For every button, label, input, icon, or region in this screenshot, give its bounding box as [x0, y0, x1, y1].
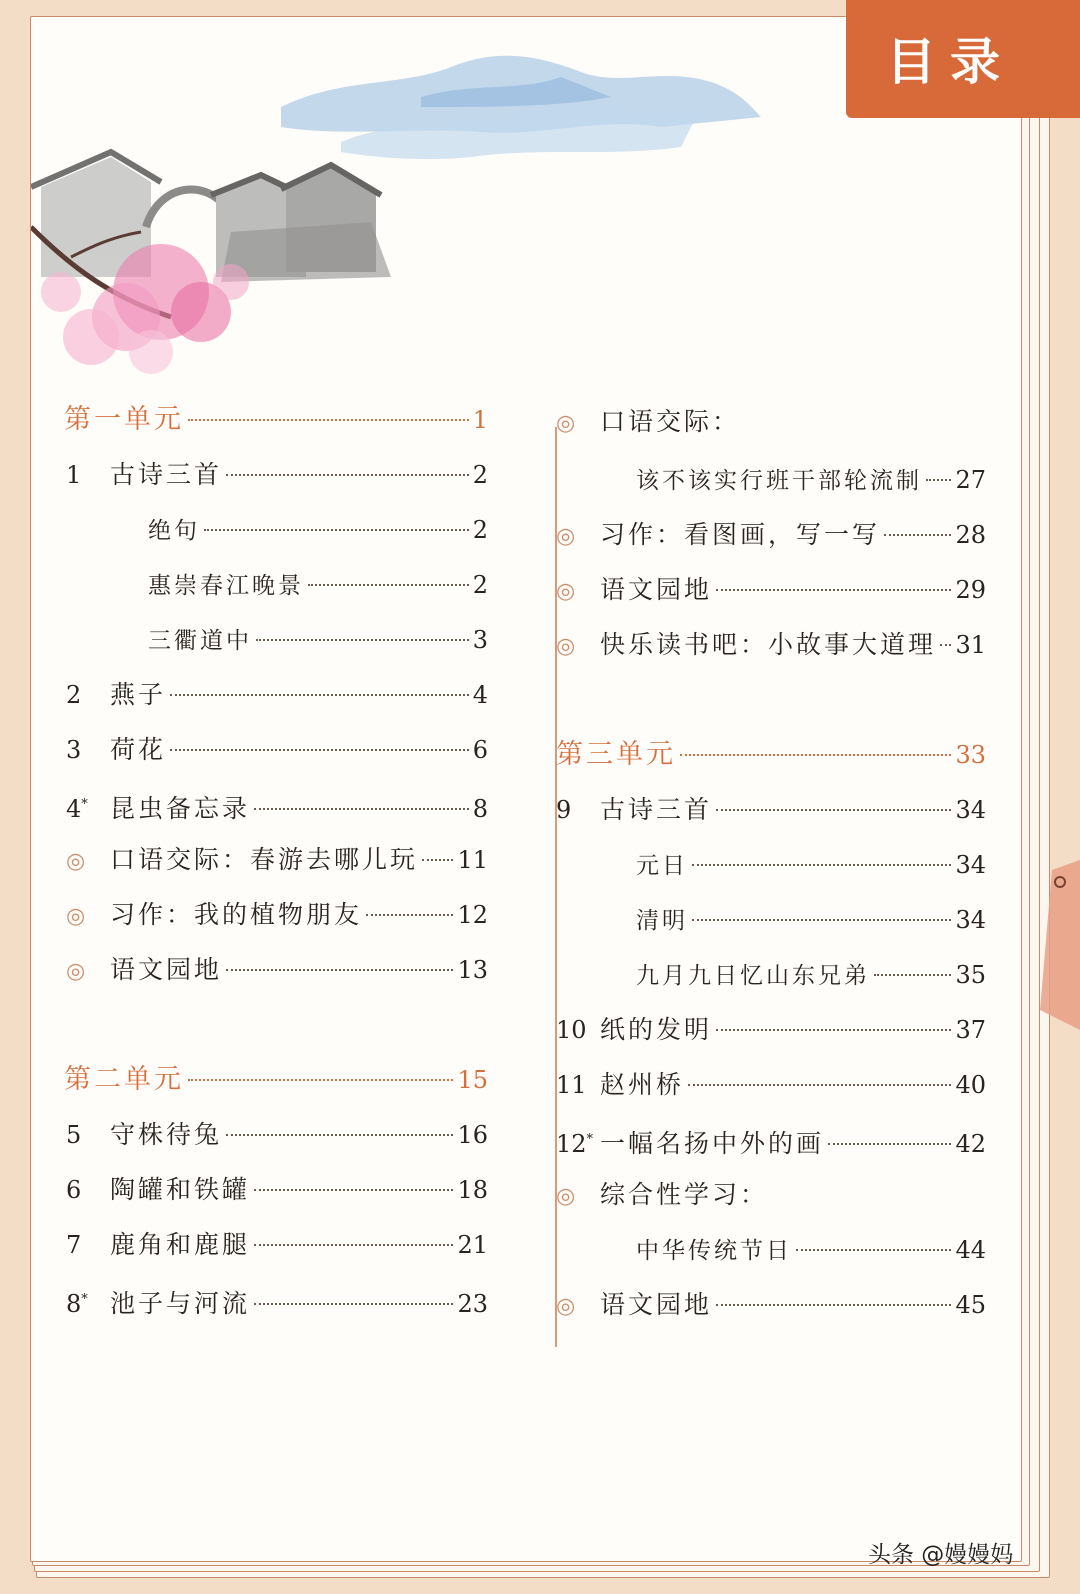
page-number: 44	[955, 1236, 986, 1264]
toc-entry-lesson[interactable]	[66, 785, 488, 825]
dot-leader	[422, 859, 453, 861]
double-circle-icon: ◎	[556, 634, 576, 659]
page-number: 34	[955, 851, 986, 879]
toc-entry-sub[interactable]	[636, 900, 986, 940]
toc-entry-unit[interactable]	[64, 400, 488, 440]
page-number: 3	[472, 626, 488, 654]
toc-entry-activity[interactable]	[556, 625, 986, 665]
toc-entry-lesson[interactable]	[66, 730, 488, 770]
entry-title: 陶罐和铁罐	[110, 1175, 251, 1204]
toc-entry-activity[interactable]	[556, 515, 986, 555]
page-number: 37	[955, 1016, 986, 1044]
page-number: 28	[955, 521, 986, 549]
toc-entry-sub[interactable]	[636, 1230, 986, 1270]
page-number: 34	[955, 796, 986, 824]
page-number: 29	[955, 576, 986, 604]
entry-title: 古诗三首	[110, 460, 223, 489]
entry-title: 纸的发明	[600, 1015, 713, 1044]
dot-leader	[256, 639, 469, 641]
dot-leader	[226, 969, 453, 971]
entry-title: 元日	[636, 853, 688, 879]
unit-title: 第三单元	[556, 739, 676, 770]
page-number: 27	[955, 466, 986, 494]
dot-leader	[188, 419, 469, 421]
dot-leader	[874, 974, 951, 976]
page-number: 33	[955, 741, 986, 769]
page-number: 12	[457, 901, 488, 929]
page-number: 35	[955, 961, 986, 989]
toc-entry-unit[interactable]	[64, 1060, 488, 1100]
page-number: 6	[472, 736, 488, 764]
dot-leader	[254, 1303, 453, 1305]
entry-title: 池子与河流	[110, 1289, 251, 1318]
toc-entry-activity[interactable]	[556, 402, 986, 442]
page-number: 13	[457, 956, 488, 984]
toc-entry-sub[interactable]	[148, 620, 488, 660]
page-number: 15	[457, 1066, 488, 1094]
entry-title: 口语交际：	[600, 407, 741, 436]
entry-title: 综合性学习：	[600, 1180, 769, 1209]
dot-leader	[254, 1189, 453, 1191]
entry-title: 守株待兔	[110, 1120, 223, 1149]
page-number: 42	[955, 1130, 986, 1158]
lesson-number: 8*	[66, 1290, 88, 1318]
toc-entry-sub[interactable]	[148, 510, 488, 550]
optional-lesson-mark: *	[81, 797, 88, 812]
watermark: 头条 @嫚嫚妈	[868, 1542, 1014, 1568]
dot-leader	[828, 1143, 951, 1145]
dot-leader	[688, 1084, 951, 1086]
toc-entry-lesson[interactable]	[66, 1280, 488, 1320]
dot-leader	[716, 589, 951, 591]
toc-entry-lesson[interactable]	[556, 1010, 986, 1050]
village-blossom-illustration	[31, 17, 451, 387]
lesson-number: 7	[66, 1231, 82, 1259]
dot-leader	[366, 914, 453, 916]
entry-title: 口语交际：春游去哪儿玩	[110, 845, 419, 874]
toc-entry-activity[interactable]	[556, 570, 986, 610]
dot-leader	[716, 809, 951, 811]
dot-leader	[188, 1079, 453, 1081]
toc-entry-activity[interactable]	[66, 950, 488, 990]
entry-title: 荷花	[110, 735, 167, 764]
lesson-number: 6	[66, 1176, 82, 1204]
double-circle-icon: ◎	[66, 904, 86, 929]
page-number: 34	[955, 906, 986, 934]
toc-entry-activity[interactable]	[556, 1175, 986, 1215]
double-circle-icon: ◎	[556, 1294, 576, 1319]
page-number: 2	[472, 571, 488, 599]
entry-title: 语文园地	[600, 1290, 713, 1319]
toc-entry-sub[interactable]	[148, 565, 488, 605]
lesson-number: 11	[556, 1071, 587, 1099]
dot-leader	[170, 694, 469, 696]
dot-leader	[884, 534, 951, 536]
page-number: 45	[955, 1291, 986, 1319]
dot-leader	[716, 1029, 951, 1031]
entry-title: 快乐读书吧：小故事大道理	[600, 630, 937, 659]
dot-leader	[680, 754, 951, 756]
lesson-number: 1	[66, 461, 82, 489]
toc-entry-lesson[interactable]	[66, 455, 488, 495]
double-circle-icon: ◎	[556, 411, 576, 436]
optional-lesson-mark: *	[586, 1132, 594, 1147]
double-circle-icon: ◎	[556, 524, 576, 549]
entry-title: 鹿角和鹿腿	[110, 1230, 251, 1259]
toc-entry-lesson[interactable]	[556, 1120, 986, 1160]
page-number: 1	[472, 406, 488, 434]
toc-entry-activity[interactable]	[556, 1285, 986, 1325]
page-number: 21	[457, 1231, 488, 1259]
lesson-number: 10	[556, 1016, 587, 1044]
entry-title: 习作：看图画，写一写	[600, 520, 881, 549]
entry-title: 古诗三首	[600, 795, 713, 824]
page-number: 4	[472, 681, 488, 709]
page-number: 11	[457, 846, 488, 874]
double-circle-icon: ◎	[556, 579, 576, 604]
toc-title: 目录	[886, 33, 1014, 91]
entry-title: 赵州桥	[600, 1070, 685, 1099]
entry-title: 惠崇春江晚景	[148, 573, 304, 599]
optional-lesson-mark: *	[81, 1292, 88, 1307]
lesson-number: 12*	[556, 1130, 594, 1158]
unit-title: 第二单元	[64, 1064, 184, 1095]
toc-entry-unit[interactable]	[556, 735, 986, 775]
dot-leader	[204, 529, 469, 531]
page-number: 8	[472, 795, 488, 823]
toc-entry-lesson[interactable]	[66, 1170, 488, 1210]
entry-title: 习作：我的植物朋友	[110, 900, 363, 929]
dot-leader	[926, 479, 951, 481]
toc-entry-lesson[interactable]	[66, 675, 488, 715]
entry-title: 绝句	[148, 518, 200, 544]
toc-entry-sub[interactable]	[636, 845, 986, 885]
lesson-number: 3	[66, 736, 82, 764]
dot-leader	[254, 808, 469, 810]
double-circle-icon: ◎	[556, 1184, 576, 1209]
toc-entry-sub[interactable]	[636, 955, 986, 995]
toc-entry-lesson[interactable]	[556, 1065, 986, 1105]
dot-leader	[716, 1304, 951, 1306]
dot-leader	[308, 584, 469, 586]
page-number: 31	[955, 631, 986, 659]
page-number: 23	[457, 1290, 488, 1318]
page-number: 2	[472, 461, 488, 489]
entry-title: 中华传统节日	[636, 1238, 792, 1264]
toc-entry-activity[interactable]	[66, 840, 488, 880]
page-number: 2	[472, 516, 488, 544]
dot-leader	[170, 749, 469, 751]
entry-title: 语文园地	[110, 955, 223, 984]
page-number: 16	[457, 1121, 488, 1149]
lesson-number: 9	[556, 796, 572, 824]
dot-leader	[226, 474, 469, 476]
bookmark-tag	[1034, 860, 1080, 1030]
dot-leader	[226, 1134, 453, 1136]
toc-title-tab	[846, 0, 1080, 118]
entry-title: 燕子	[110, 680, 167, 709]
lesson-number: 2	[66, 681, 82, 709]
entry-title: 语文园地	[600, 575, 713, 604]
unit-title: 第一单元	[64, 404, 184, 435]
entry-title: 九月九日忆山东兄弟	[636, 963, 870, 989]
toc-entry-sub[interactable]	[636, 460, 986, 500]
lesson-number: 5	[66, 1121, 82, 1149]
double-circle-icon: ◎	[66, 849, 86, 874]
entry-title: 昆虫备忘录	[110, 794, 251, 823]
entry-title: 该不该实行班干部轮流制	[636, 468, 922, 494]
dot-leader	[940, 644, 951, 646]
dot-leader	[254, 1244, 453, 1246]
dot-leader	[692, 919, 951, 921]
toc-entry-lesson[interactable]	[66, 1115, 488, 1155]
toc-entry-lesson[interactable]	[66, 1225, 488, 1265]
page-number: 18	[457, 1176, 488, 1204]
page-number: 40	[955, 1071, 986, 1099]
entry-title: 一幅名扬中外的画	[600, 1129, 825, 1158]
entry-title: 三衢道中	[148, 628, 252, 654]
dot-leader	[692, 864, 951, 866]
entry-title: 清明	[636, 908, 688, 934]
double-circle-icon: ◎	[66, 959, 86, 984]
toc-entry-activity[interactable]	[66, 895, 488, 935]
lesson-number: 4*	[66, 795, 88, 823]
toc-entry-lesson[interactable]	[556, 790, 986, 830]
dot-leader	[796, 1249, 951, 1251]
